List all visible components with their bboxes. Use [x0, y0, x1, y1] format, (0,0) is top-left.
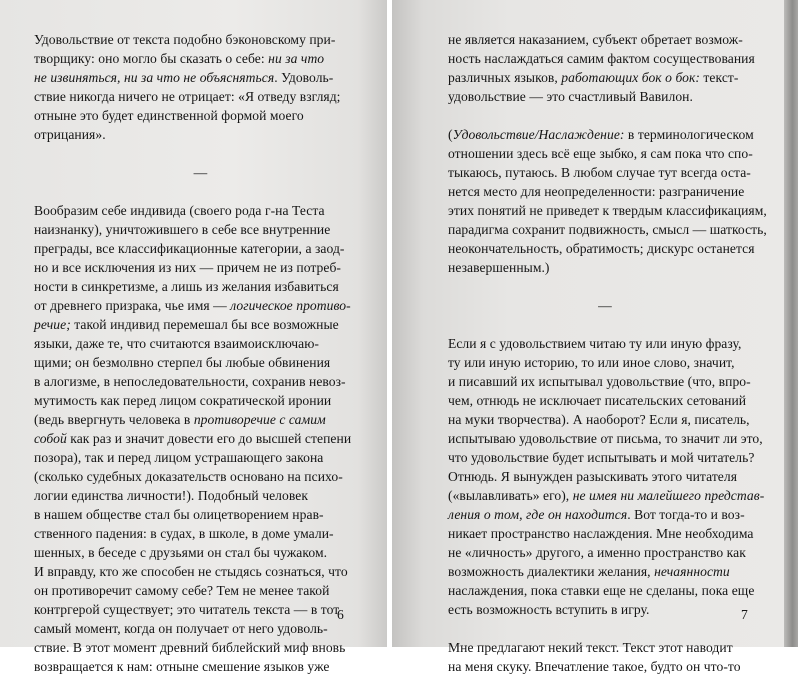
text-run: тыкаюсь, путаюсь. В любом случае тут всегда оста- [448, 165, 751, 180]
text-line [448, 182, 762, 201]
text-run: неокончательность, обратимость; дискурс останется [448, 241, 755, 256]
text-line [34, 30, 367, 49]
text-run: мутимость как перед лицом сократической иронии [34, 393, 332, 408]
paragraph-gap [34, 144, 367, 163]
text-run: Вообразим себе индивида (своего рода г-на Теста [34, 203, 325, 218]
text-line [34, 448, 367, 467]
text-run: отношении здесь всё еще зыбко, я сам пока что спо- [448, 146, 753, 161]
text-line [448, 220, 767, 239]
text-line [448, 30, 762, 49]
text-run: от древнего призрака, чье имя — [34, 298, 231, 313]
paragraph-gap [448, 106, 762, 125]
text-line [34, 638, 367, 657]
text-line [448, 448, 762, 467]
text-run: ту или иную историю, то или иное слово, значит, [448, 355, 735, 370]
text-line [34, 581, 367, 600]
italic-text: логическое противо- [230, 298, 351, 313]
text-run: Мне предлагают некий текст. Текст этот наводит [448, 640, 733, 655]
text-line [448, 486, 765, 505]
text-line [34, 258, 367, 277]
italic-text: ления о том, где он находится [448, 507, 628, 522]
italic-text: собой [34, 431, 67, 446]
section-divider: — [193, 165, 208, 180]
text-run: возможность диалектики желания, [448, 564, 655, 579]
left-page-text [34, 30, 367, 676]
text-line [448, 49, 762, 68]
italic-text: ни за что [268, 51, 325, 66]
text-line [448, 524, 762, 543]
text-run: Удовольствие от текста подобно бэконовскому при- [34, 32, 336, 47]
text-line [34, 201, 367, 220]
text-line [34, 239, 367, 258]
text-run: ственного падения: в судах, в школе, в доме умали- [34, 526, 334, 541]
text-line [448, 201, 767, 220]
text-run: нется место для неопределенности: разграничение [448, 184, 745, 199]
text-line [34, 600, 367, 619]
text-run: отрицания». [34, 127, 106, 142]
text-line [34, 543, 367, 562]
text-run: наизнанку), уничтожившего в себе все внутренние [34, 222, 331, 237]
text-run: . Вот тогда-то и воз- [627, 507, 745, 522]
italic-text: Удовольствие/Наслаждение: [452, 127, 625, 142]
text-line [34, 562, 367, 581]
text-run: шенных, в беседе с друзьями он стал бы чужаком. [34, 545, 328, 560]
left-page [0, 0, 389, 674]
text-run: ность наслаждаться самим фактом сосуществования [448, 51, 755, 66]
text-run: различных языков, [448, 70, 562, 85]
text-run: парадигма сохранит подвижность, смысл — шаткость, [448, 222, 767, 237]
italic-text: не извиняться, ни за что не объясняться [34, 70, 275, 85]
text-line [448, 334, 762, 353]
text-run: (сколько судебных доказательств основано на психо- [34, 469, 343, 484]
text-line [34, 220, 367, 239]
section-divider: — [598, 298, 612, 313]
page-edge [784, 0, 798, 647]
text-line [34, 505, 367, 524]
text-run: никает пространство наслаждения. Мне необходима [448, 526, 754, 541]
text-line [448, 68, 762, 87]
text-run: языки, даже те, что считаются взаимоисключаю- [34, 336, 320, 351]
text-line [34, 486, 367, 505]
text-line [448, 258, 762, 277]
text-line [448, 543, 762, 562]
text-run: удовольствие — это счастливый Вавилон. [448, 89, 693, 104]
text-line [34, 334, 367, 353]
text-run: Отнюдь. Я вынужден разыскивать этого читателя [448, 469, 738, 484]
text-run: такой индивид перемешал бы все возможные [70, 317, 339, 332]
text-line [34, 467, 367, 486]
text-run: этих понятий не приведет к твердым классификациям, [448, 203, 767, 218]
text-run: текст- [699, 70, 739, 85]
text-line [34, 277, 367, 296]
text-run: логии единства личности!). Подобный человек [34, 488, 308, 503]
text-run: чем, отнюдь не исключает писательских сетований [448, 393, 747, 408]
text-run: И вправду, кто же способен не стыдясь сознаться, что [34, 564, 348, 579]
text-run: испытываю удовольствие от письма, то значит ли это, [448, 431, 763, 446]
text-run: наслаждения, пока ставки еще не сделаны, пока еще [448, 583, 755, 598]
text-line [34, 524, 367, 543]
paragraph-gap [448, 619, 762, 638]
text-line [34, 87, 367, 106]
text-run: щими; он безмолвно стерпел бы любые обвинения [34, 355, 331, 370]
text-line [448, 581, 762, 600]
text-run: преграды, все классификационные категории, а заод- [34, 241, 345, 256]
text-line [448, 239, 762, 258]
text-run: есть возможность вступить в игру. [448, 602, 650, 617]
italic-text: работающих бок о бок: [561, 70, 700, 85]
text-run: творщику: оно могло бы сказать о себе: [34, 51, 269, 66]
italic-text: нечаянности [654, 564, 730, 579]
italic-text: противоречие с самим [193, 412, 326, 427]
text-line [448, 353, 762, 372]
paragraph-gap [34, 182, 367, 201]
text-line [448, 467, 762, 486]
text-run: он противоречит самому себе? Тем не менее такой [34, 583, 330, 598]
text-run: («вылавливать» его), [448, 488, 573, 503]
text-run: в терминологическом [624, 127, 754, 142]
page-number-right: 7 [741, 607, 748, 622]
text-run: ствие. В этот момент древний библейский миф вновь [34, 640, 346, 655]
paragraph-gap [448, 277, 762, 296]
text-line [34, 372, 367, 391]
text-run: в нашем обществе стал бы олицетворением нрав- [34, 507, 324, 522]
text-line [448, 657, 762, 676]
text-line [34, 353, 367, 372]
text-run: (ведь ввергнуть человека в [34, 412, 194, 427]
text-line [448, 410, 762, 429]
text-line [448, 505, 762, 524]
text-line [448, 638, 762, 657]
text-line [448, 429, 762, 448]
text-run: контргерой существует; это читатель текста — в тот [34, 602, 340, 617]
text-run: но и все исключения из них — причем не из потреб- [34, 260, 341, 275]
text-line [34, 315, 367, 334]
text-run: и писавший их испытывал удовольствие (что, впро- [448, 374, 751, 389]
text-line [448, 163, 762, 182]
text-line [448, 125, 762, 144]
text-line [448, 372, 762, 391]
text-line [34, 429, 367, 448]
text-line [34, 106, 367, 125]
paragraph-gap [448, 315, 762, 334]
right-page [392, 0, 784, 674]
text-run: Если я с удовольствием читаю ту или иную фразу, [448, 336, 742, 351]
text-run: что удовольствие будет испытывать и мой читатель? [448, 450, 755, 465]
text-run: не «личность» другого, а именно пространство как [448, 545, 746, 560]
text-line [448, 600, 762, 619]
text-run: ности в синкретизме, а лишь из желания избавиться [34, 279, 339, 294]
text-line [34, 410, 367, 429]
text-line [448, 144, 762, 163]
text-line [34, 296, 367, 315]
text-line [34, 657, 367, 676]
text-run: позора), так и перед лицом устрашающего закона [34, 450, 324, 465]
text-line [34, 68, 367, 87]
text-line [34, 49, 367, 68]
text-line [34, 619, 367, 638]
page-number-left: 6 [337, 607, 344, 622]
text-line [448, 87, 762, 106]
text-line [34, 125, 367, 144]
text-line [448, 391, 762, 410]
text-run: самый момент, когда он получает от него удоволь- [34, 621, 328, 636]
text-line [34, 391, 367, 410]
text-line [448, 562, 762, 581]
text-run: возвращается к нам: отныне смешение языков уже [34, 659, 330, 674]
text-run: не является наказанием, субъект обретает возмож- [448, 32, 743, 47]
text-run: незавершенным.) [448, 260, 550, 275]
italic-text: не имея ни малейшего представ- [572, 488, 765, 503]
text-run: . Удоволь- [274, 70, 334, 85]
text-run: в алогизме, в непоследовательности, сохранив невоз- [34, 374, 346, 389]
text-run: как раз и значит довести его до высшей степени [66, 431, 352, 446]
text-run: ( [448, 127, 453, 142]
right-page-text [448, 30, 767, 676]
text-run: на муки творчества). А наоборот? Если я, писатель, [448, 412, 750, 427]
text-run: ствие никогда ничего не отрицает: «Я отведу взгляд; [34, 89, 341, 104]
italic-text: речие; [34, 317, 71, 332]
text-run: на меня скуку. Впечатление такое, будто он что-то [448, 659, 741, 674]
text-run: отныне это будет единственной формой моего [34, 108, 304, 123]
